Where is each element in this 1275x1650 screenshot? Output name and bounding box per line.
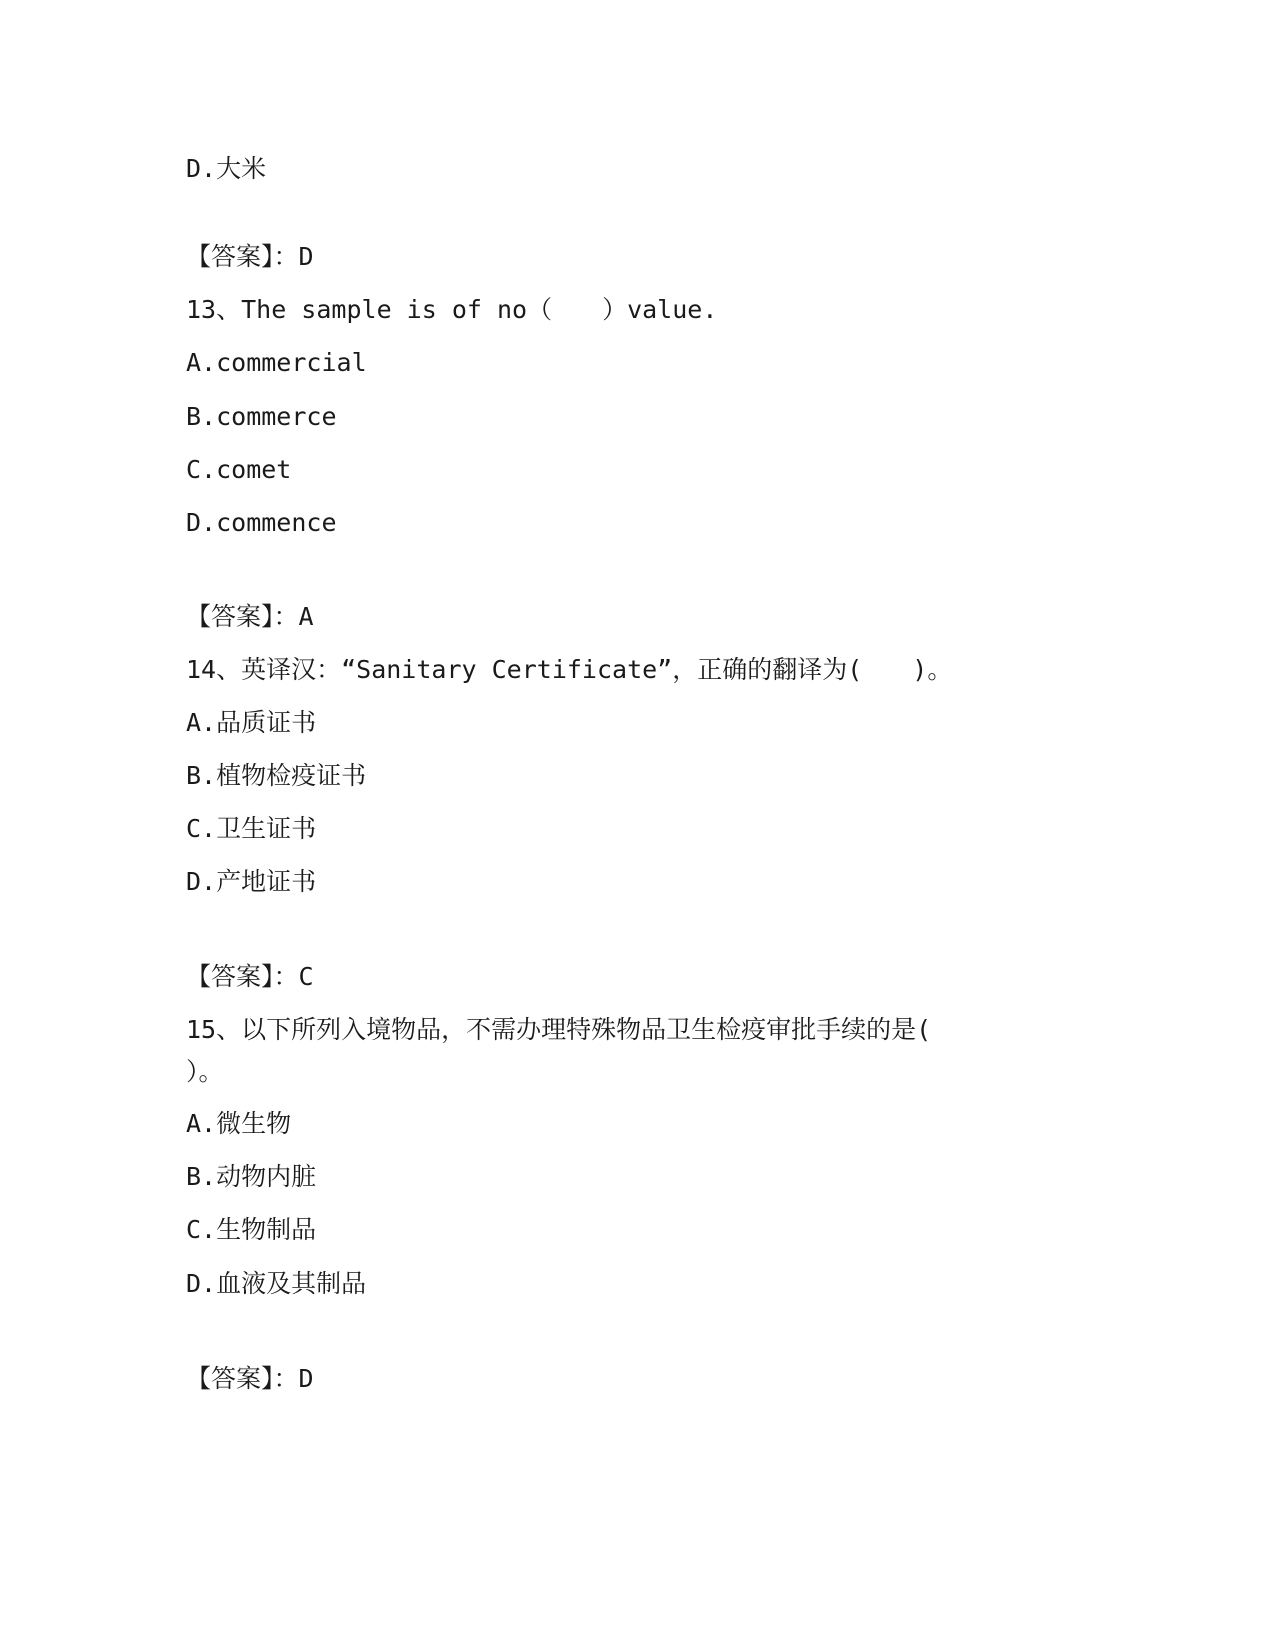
prev-answer: 【答案】：D [186,242,314,271]
q14-option-d: D.产地证书 [186,867,317,896]
q15-option-c: C.生物制品 [186,1215,317,1244]
q14-option-a: A.品质证书 [186,708,317,737]
q13-option-a: A.commercial [186,348,367,377]
q13-option-c: C.comet [186,455,292,484]
q15-option-d: D.血液及其制品 [186,1269,367,1298]
q15-answer: 【答案】：D [186,1364,314,1393]
q14-option-b: B.植物检疫证书 [186,761,367,790]
q14-answer: 【答案】：C [186,962,314,991]
q15-stem-line-2: ）。 [186,1057,224,1086]
q15-stem-line-1: 15、以下所列入境物品，不需办理特殊物品卫生检疫审批手续的是( [186,1015,932,1044]
prev-option-d: D.大米 [186,154,267,183]
q13-stem: 13、The sample is of no（ ）value. [186,295,718,324]
q14-option-c: C.卫生证书 [186,814,317,843]
q14-stem: 14、英译汉：“Sanitary Certificate”，正确的翻译为( )。 [186,655,953,684]
q15-option-a: A.微生物 [186,1109,292,1138]
q13-option-d: D.commence [186,508,337,537]
q15-option-b: B.动物内脏 [186,1162,317,1191]
q13-option-b: B.commerce [186,402,337,431]
q13-answer: 【答案】：A [186,602,314,631]
